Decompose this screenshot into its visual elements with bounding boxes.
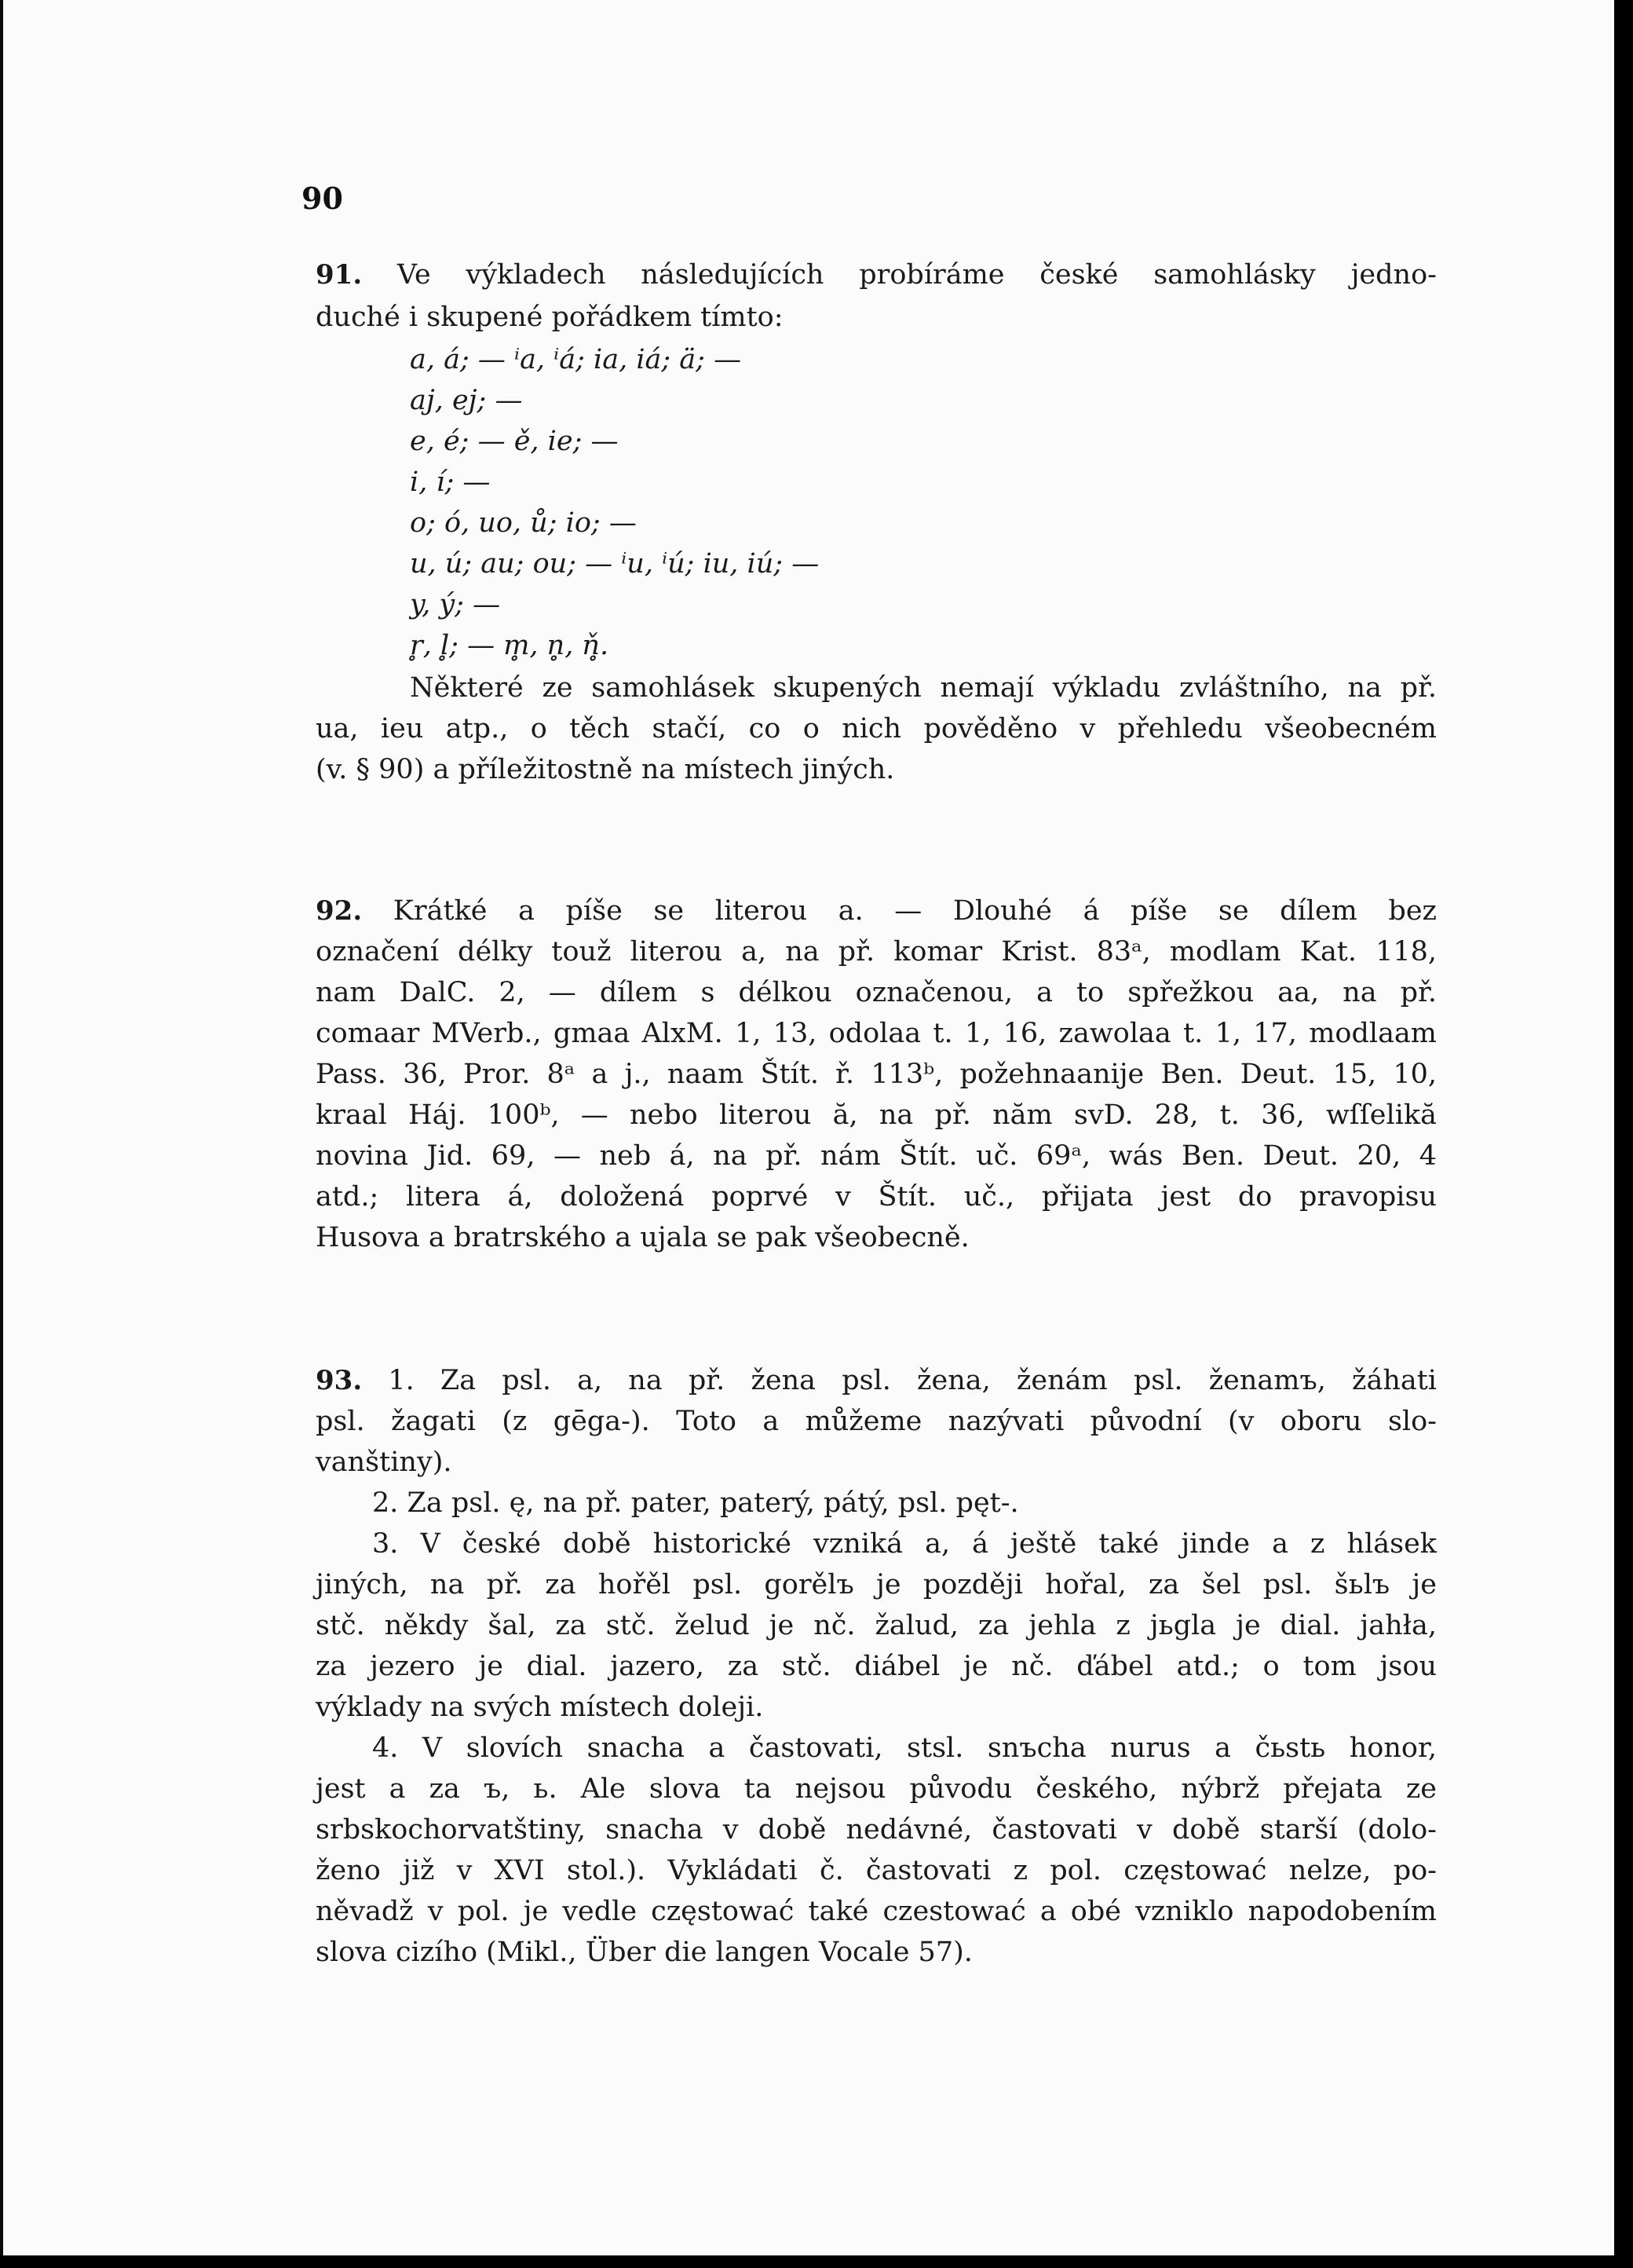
s91-note-line: (v. § 90) a příležitostně na místech jiných.	[316, 754, 895, 785]
s92-line-1: 92. Krátké a píše se literou a. — Dlouhé á píše se dílem bez	[316, 895, 1437, 927]
s92-line: novina Jid. 69, — neb á, na př. nám Štít. uč. 69ᵃ, wás Ben. Deut. 20, 4	[316, 1140, 1437, 1172]
s93-line: stč. někdy šal, za stč. želud je nč. žalud, za jehla z jьgla je dial. jahła,	[316, 1610, 1437, 1641]
s91-note-line: Některé ze samohlásek skupených nemají výkladu zvláštního, na př.	[410, 672, 1437, 704]
s93-line: srbskochorvatštiny, snacha v době nedávné, častovati v době starší (dolo-	[316, 1814, 1437, 1845]
scan-border-right	[1614, 0, 1633, 2268]
s92-line: označení délky touž literou a, na př. komar Krist. 83ᵃ, modlam Kat. 118,	[316, 936, 1437, 968]
vowel-line: r̥, l̥; — m̥, n̥, ň̥.	[410, 630, 609, 661]
s93-line-1: 93. 1. Za psl. a, na př. žena psl. žena, ženám psl. ženamъ, žáhati	[316, 1365, 1437, 1396]
s92-line: kraal Háj. 100ᵇ, — nebo literou ă, na př. năm svD. 28, t. 36, wſſelikă	[316, 1099, 1437, 1131]
section-number-91: 91.	[316, 259, 363, 291]
s93-line: jest a za ъ, ь. Ale slova ta nejsou původu českého, nýbrž přejata ze	[316, 1773, 1437, 1805]
vowel-line: y, ý; —	[410, 589, 501, 620]
s91-line-2: duché i skupené pořádkem tímto:	[316, 302, 784, 333]
s93-line: jiných, na př. za hořěl psl. gorělъ je později hořal, za šel psl. šьlъ je	[316, 1569, 1437, 1600]
s93-line: vanštiny).	[316, 1447, 452, 1478]
s92-line: Husova a bratrského a ujala se pak všeobecně.	[316, 1222, 970, 1253]
s93-line: slova cizího (Mikl., Über die langen Vocale 57).	[316, 1937, 973, 1968]
vowel-line: a, á; — ⁱa, ⁱá; ia, iá; ä; —	[410, 344, 742, 375]
vowel-line: u, ú; au; ou; — ⁱu, ⁱú; iu, iú; —	[410, 548, 820, 580]
vowel-line: i, í; —	[410, 466, 491, 498]
s93-line: psl. žagati (z gēga-). Toto a můžeme nazývati původní (v oboru slo-	[316, 1406, 1437, 1437]
s91-line-1: 91. Ve výkladech následujících probíráme české samohlásky jedno-	[316, 259, 1437, 291]
s92-line: atd.; litera á, doložená poprvé v Štít. uč., přijata jest do pravopisu	[316, 1181, 1437, 1213]
s93-line: něvadž v pol. je vedle częstować také czestować a obé vzniklo napodobením	[316, 1896, 1437, 1927]
s92-line: nam DalC. 2, — dílem s délkou označenou, a to spřežkou aa, na př.	[316, 977, 1437, 1008]
section-number-93: 93.	[316, 1365, 363, 1396]
vowel-line: aj, ej; —	[410, 385, 523, 416]
section-number-92: 92.	[316, 895, 363, 927]
s93-line: ženo již v XVI stol.). Vykládati č. častovati z pol. częstować nelze, po-	[316, 1855, 1437, 1886]
vowel-line: e, é; — ě, ie; —	[410, 426, 619, 457]
s93-line: výklady na svých místech doleji.	[316, 1692, 764, 1723]
s93-line: za jezero je dial. jazero, za stč. diábel je nč. ďábel atd.; o tom jsou	[316, 1651, 1437, 1682]
s92-line: comaar MVerb., gmaa AlxM. 1, 13, odolaa t. 1, 16, zawolaa t. 1, 17, modlaam	[316, 1018, 1437, 1049]
scan-border-bottom	[0, 2255, 1633, 2268]
vowel-line: o; ó, uo, ů; io; —	[410, 507, 637, 539]
s93-line: 2. Za psl. ę, na př. pater, paterý, pátý, psl. pęt-.	[372, 1487, 1019, 1519]
s93-line: 4. V slovích snacha a častovati, stsl. snъcha nurus a čьstь honor,	[372, 1732, 1437, 1764]
page-number: 90	[301, 181, 343, 216]
s91-note-line: ua, ieu atp., o těch stačí, co o nich pověděno v přehledu všeobecném	[316, 713, 1437, 744]
s92-line: Pass. 36, Pror. 8ᵃ a j., naam Štít. ř. 113ᵇ, požehnaanije Ben. Deut. 15, 10,	[316, 1059, 1437, 1090]
s93-line: 3. V české době historické vzniká a, á ještě také jinde a z hlásek	[372, 1528, 1437, 1560]
